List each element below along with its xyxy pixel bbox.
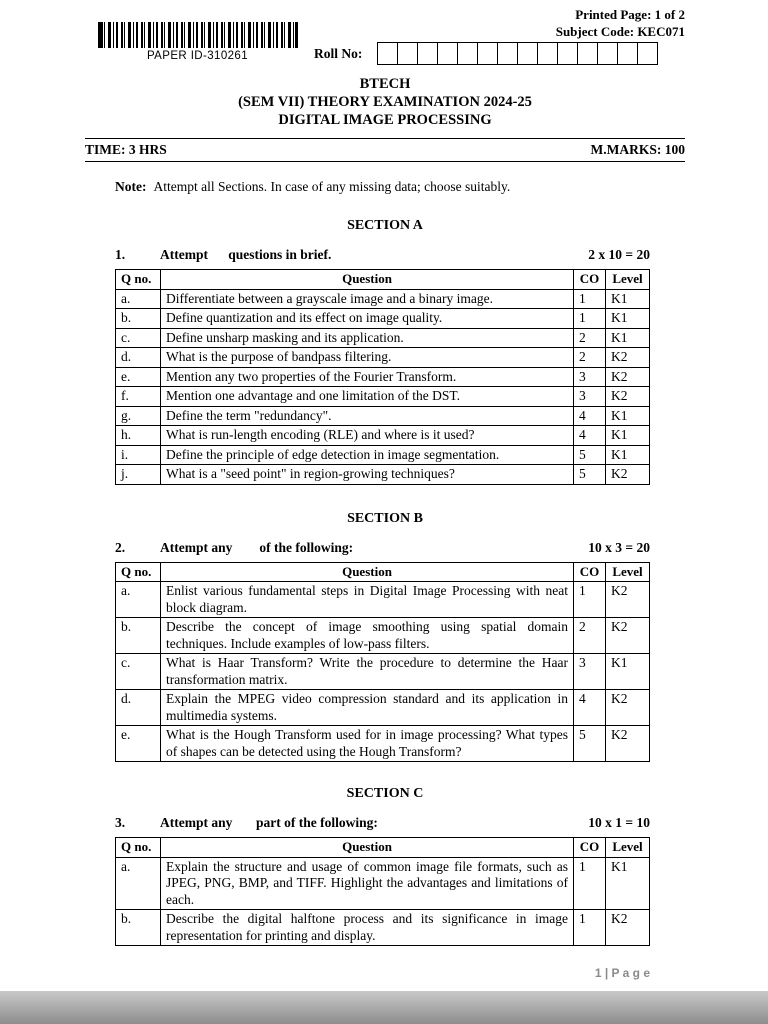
roll-no-box (377, 42, 398, 65)
time-label: TIME: 3 HRS (85, 142, 167, 157)
subject-code-label: Subject Code: KEC071 (555, 24, 685, 39)
question-row (116, 857, 650, 910)
qno-cell: f. (116, 387, 161, 407)
level-cell: K2 (606, 465, 650, 485)
question-cell: Define unsharp masking and its application. (161, 328, 574, 348)
section-a (85, 218, 685, 485)
qno-cell: a. (116, 857, 161, 910)
roll-no-box (577, 42, 598, 65)
qno-cell: b. (116, 618, 161, 654)
level-cell: K2 (606, 387, 650, 407)
roll-no-box (637, 42, 658, 65)
time-marks-row (85, 138, 685, 162)
column-header: Question (161, 562, 574, 582)
qno-cell: a. (116, 289, 161, 309)
level-cell: K2 (606, 690, 650, 726)
qno-cell: h. (116, 426, 161, 446)
qno-cell: b. (116, 910, 161, 946)
page-meta (556, 6, 685, 40)
level-cell: K1 (606, 309, 650, 329)
question-cell: What is the purpose of bandpass filtering. (161, 348, 574, 368)
table-header-row (116, 838, 650, 858)
co-cell: 4 (574, 426, 606, 446)
printed-page-label: Printed Page: 1 of 2 (575, 7, 685, 22)
level-cell: K1 (606, 328, 650, 348)
co-cell: 1 (574, 857, 606, 910)
roll-no-box (557, 42, 578, 65)
viewer-bottom-bar (0, 991, 768, 1024)
marks-label: 10 x 3 = 20 (588, 539, 650, 555)
question-cell: Enlist various fundamental steps in Digital Image Processing with neat block diagram. (161, 582, 574, 618)
roll-no-box (497, 42, 518, 65)
column-header: CO (574, 838, 606, 858)
question-row (116, 406, 650, 426)
section-c-questions-table (115, 837, 650, 946)
question-row (116, 582, 650, 618)
section-c (85, 786, 685, 946)
section-c-heading: SECTION C (346, 786, 424, 801)
co-cell: 5 (574, 726, 606, 762)
question-cell: What is run-length encoding (RLE) and where is it used? (161, 426, 574, 446)
roll-no-box (397, 42, 418, 65)
table-header-row (116, 562, 650, 582)
column-header: Q no. (116, 270, 161, 290)
roll-no-box (537, 42, 558, 65)
question-cell: Define the term "redundancy". (161, 406, 574, 426)
question-cell: What is Haar Transform? Write the procedure to determine the Haar transformation matrix. (161, 654, 574, 690)
qno-cell: b. (116, 309, 161, 329)
section-b-questions-table (115, 562, 650, 763)
note-line (115, 179, 685, 195)
barcode-image (98, 22, 298, 48)
roll-number-area (314, 42, 658, 65)
question-cell: Mention any two properties of the Fourier Transform. (161, 367, 574, 387)
roll-no-box (617, 42, 638, 65)
table-header-row (116, 270, 650, 290)
question-row (116, 426, 650, 446)
question-cell: Explain the MPEG video compression standard and its application in multimedia systems. (161, 690, 574, 726)
question-row (116, 690, 650, 726)
exam-title-block (85, 75, 685, 129)
co-cell: 5 (574, 465, 606, 485)
max-marks-label: M.MARKS: 100 (590, 142, 685, 157)
level-cell: K2 (606, 367, 650, 387)
paper-id-block (95, 22, 300, 62)
section-a-heading: SECTION A (347, 218, 423, 233)
question-row (116, 309, 650, 329)
co-cell: 1 (574, 289, 606, 309)
column-header: Q no. (116, 562, 161, 582)
qno-cell: j. (116, 465, 161, 485)
roll-no-box (457, 42, 478, 65)
roll-no-boxes (378, 42, 658, 65)
level-cell: K2 (606, 582, 650, 618)
question-cell: What is the Hough Transform used for in image processing? What types of shapes can be detected using the Hough Transform? (161, 726, 574, 762)
question-row (116, 618, 650, 654)
qno-cell: d. (116, 348, 161, 368)
question-row (116, 726, 650, 762)
column-header: CO (574, 562, 606, 582)
level-cell: K1 (606, 289, 650, 309)
question-cell: Describe the concept of image smoothing using spatial domain techniques. Include examples of low-pass filters. (161, 618, 574, 654)
qno-cell: c. (116, 328, 161, 348)
qno-cell: e. (116, 726, 161, 762)
co-cell: 2 (574, 328, 606, 348)
co-cell: 3 (574, 654, 606, 690)
instruction-text: Attempt questions in brief. (160, 247, 332, 262)
co-cell: 1 (574, 309, 606, 329)
column-header: Q no. (116, 838, 161, 858)
qno-cell: e. (116, 367, 161, 387)
co-cell: 5 (574, 445, 606, 465)
section-a-questions-table (115, 269, 650, 485)
question-row (116, 289, 650, 309)
level-cell: K2 (606, 910, 650, 946)
column-header: Question (161, 838, 574, 858)
question-cell: What is a "seed point" in region-growing techniques? (161, 465, 574, 485)
column-header: Level (606, 270, 650, 290)
level-cell: K2 (606, 348, 650, 368)
qno-cell: c. (116, 654, 161, 690)
exam-title: (SEM VII) THEORY EXAMINATION 2024-25 (238, 94, 532, 110)
question-cell: Mention one advantage and one limitation of the DST. (161, 387, 574, 407)
column-header: Level (606, 838, 650, 858)
section-a-instruction-row (115, 247, 650, 263)
note-text: Attempt all Sections. In case of any missing data; choose suitably. (153, 179, 511, 194)
qno-cell: g. (116, 406, 161, 426)
question-cell: Differentiate between a grayscale image and a binary image. (161, 289, 574, 309)
co-cell: 3 (574, 367, 606, 387)
roll-no-box (517, 42, 538, 65)
paper-id-label: PAPER ID-310261 (146, 50, 249, 62)
question-row (116, 654, 650, 690)
instruction-text: Attempt any part of the following: (160, 815, 378, 830)
question-number: 3. (115, 815, 126, 830)
question-number: 1. (115, 247, 126, 262)
question-cell: Describe the digital halftone process and its significance in image representation for printing and display. (161, 910, 574, 946)
degree-title: BTECH (359, 76, 411, 92)
section-b-instruction-row (115, 540, 650, 556)
co-cell: 4 (574, 690, 606, 726)
roll-no-label: Roll No: (314, 46, 363, 61)
marks-label: 10 x 1 = 10 (588, 815, 650, 830)
co-cell: 2 (574, 348, 606, 368)
instruction-text: Attempt any of the following: (160, 539, 354, 555)
column-header: Question (161, 270, 574, 290)
question-row (116, 367, 650, 387)
qno-cell: d. (116, 690, 161, 726)
question-cell: Define the principle of edge detection in image segmentation. (161, 445, 574, 465)
qno-cell: a. (116, 582, 161, 618)
section-b-heading: SECTION B (347, 510, 423, 526)
level-cell: K1 (606, 654, 650, 690)
level-cell: K1 (606, 445, 650, 465)
question-row (116, 328, 650, 348)
level-cell: K2 (606, 726, 650, 762)
co-cell: 2 (574, 618, 606, 654)
question-row (116, 910, 650, 946)
section-c-instruction-row (115, 815, 650, 831)
co-cell: 4 (574, 406, 606, 426)
note-label: Note: (115, 179, 147, 194)
co-cell: 1 (574, 910, 606, 946)
level-cell: K1 (606, 857, 650, 910)
question-cell: Define quantization and its effect on image quality. (161, 309, 574, 329)
question-cell: Explain the structure and usage of common image file formats, such as JPEG, PNG, BMP, and TIFF. Highlight the advantages and limitations of each. (161, 857, 574, 910)
roll-no-box (417, 42, 438, 65)
question-row (116, 465, 650, 485)
question-row (116, 445, 650, 465)
question-row (116, 387, 650, 407)
level-cell: K2 (606, 618, 650, 654)
qno-cell: i. (116, 445, 161, 465)
level-cell: K1 (606, 426, 650, 446)
question-number: 2. (115, 539, 126, 555)
column-header: Level (606, 562, 650, 582)
column-header: CO (574, 270, 606, 290)
co-cell: 1 (574, 582, 606, 618)
co-cell: 3 (574, 387, 606, 407)
roll-no-box (597, 42, 618, 65)
question-row (116, 348, 650, 368)
roll-no-box (437, 42, 458, 65)
page-number-footer: 1 | P a g e (594, 966, 650, 980)
subject-title: DIGITAL IMAGE PROCESSING (278, 112, 492, 128)
level-cell: K1 (606, 406, 650, 426)
marks-label: 2 x 10 = 20 (588, 247, 650, 262)
roll-no-box (477, 42, 498, 65)
section-b (85, 511, 685, 763)
